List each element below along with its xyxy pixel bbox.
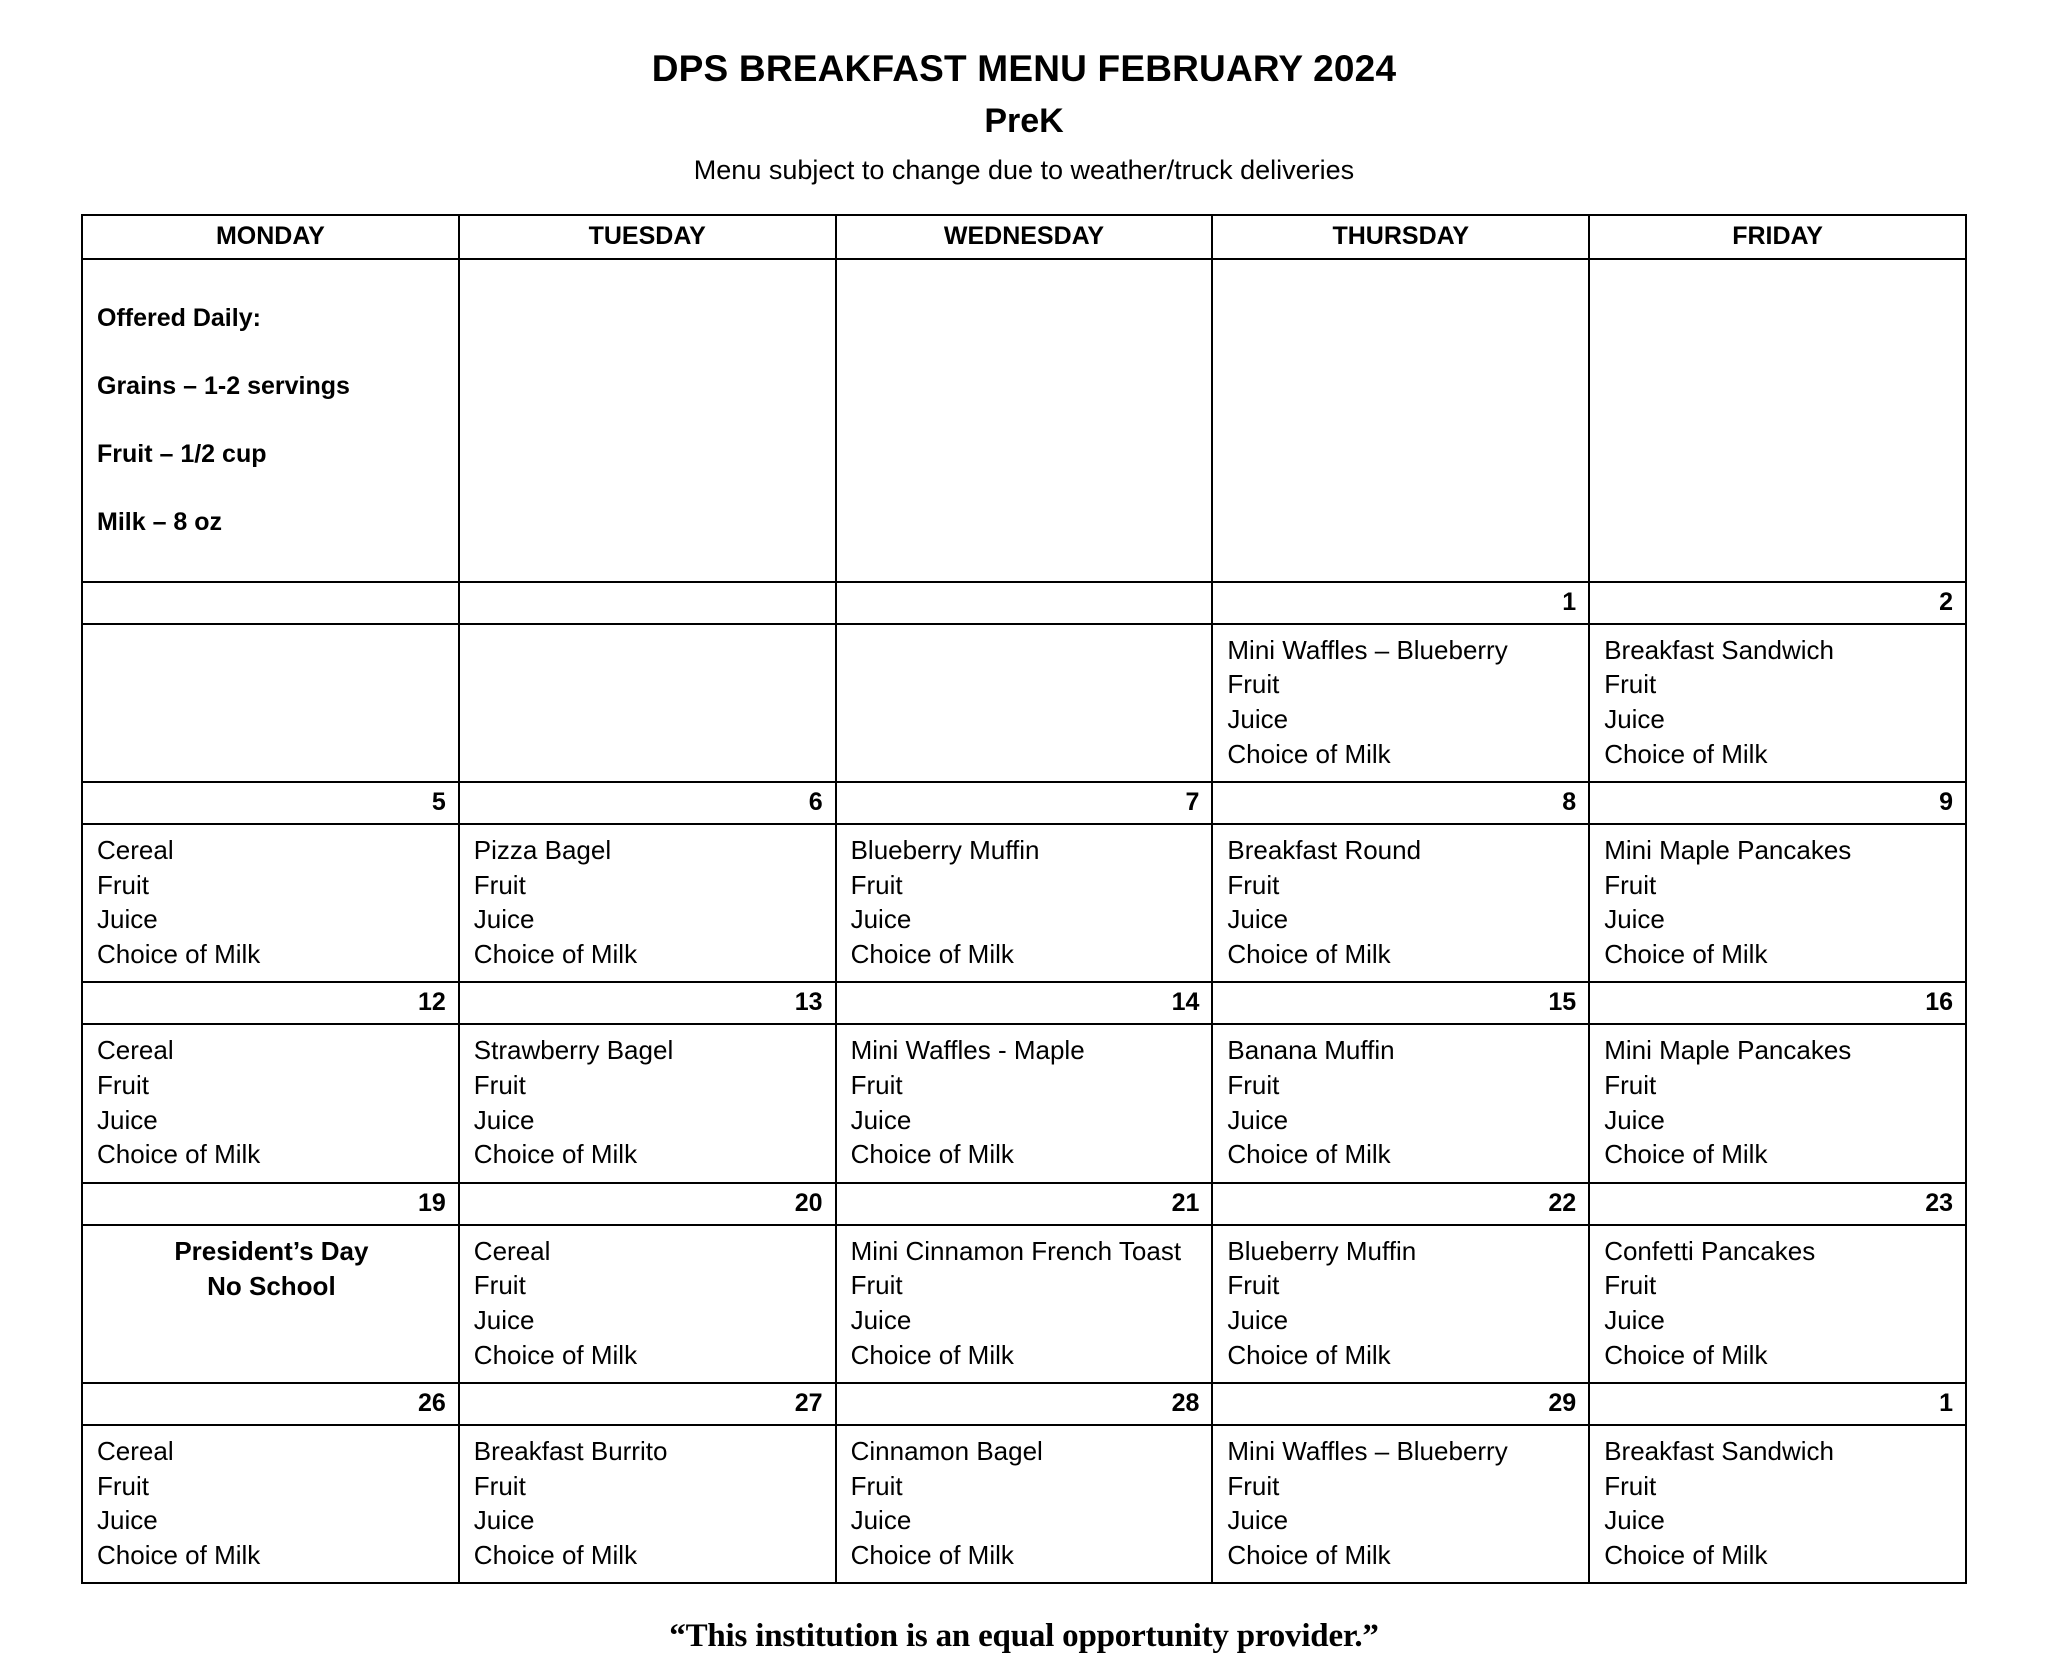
menu-entree: Blueberry Muffin [850,835,1040,866]
date-number-cell: 1 [1212,582,1589,624]
menu-entree: Confetti Pancakes [1604,1235,1816,1266]
date-number-cell: 9 [1589,782,1966,824]
menu-entree: Cereal [473,1235,551,1266]
menu-item-list [1227,833,1576,971]
date-number-cell: 5 [82,782,459,824]
menu-item-list [474,1434,823,1572]
date-number-cell [836,582,1213,624]
menu-component: Choice of Milk [1227,1139,1391,1170]
menu-component: Juice [1227,1304,1289,1335]
menu-component: Choice of Milk [850,1139,1014,1170]
menu-item-list [1227,1434,1576,1572]
menu-day-cell [82,1024,459,1182]
menu-component: Fruit [1227,1270,1280,1301]
menu-component: Juice [473,1304,535,1335]
date-number-cell: 27 [459,1383,836,1425]
date-number-cell: 21 [836,1183,1213,1225]
week-menu-row [82,1024,1966,1182]
empty-day-cell [836,624,1213,782]
menu-component: Choice of Milk [1604,938,1768,969]
menu-day-cell [82,1425,459,1583]
menu-item-list [474,1234,823,1372]
column-header-friday: FRIDAY [1589,215,1966,259]
date-number-cell: 23 [1589,1183,1966,1225]
calendar-container [81,214,1967,1585]
menu-component: Juice [850,904,912,935]
menu-item-list [1604,1033,1953,1171]
menu-component: Juice [1604,1304,1665,1335]
date-number-cell: 14 [836,982,1213,1024]
menu-component: Juice [1227,704,1289,734]
menu-component: Fruit [850,869,903,900]
menu-item-list [851,833,1200,971]
document-header [0,0,2048,188]
menu-day-cell [1589,1425,1966,1583]
menu-component: Choice of Milk [473,1339,638,1370]
menu-entree: Breakfast Round [1227,835,1422,866]
date-number-cell: 15 [1212,982,1589,1024]
menu-component: Fruit [473,1070,526,1101]
menu-item-list [851,1434,1200,1572]
menu-component: Juice [1604,1104,1665,1135]
menu-component: Choice of Milk [1604,1339,1768,1370]
offered-daily-empty-cell [1212,259,1589,582]
menu-entree: Breakfast Sandwich [1604,634,1834,665]
menu-item-list [851,1033,1200,1171]
menu-component: Fruit [1604,1270,1657,1301]
menu-component: Juice [97,904,158,935]
menu-day-cell [836,1425,1213,1583]
date-number-cell: 28 [836,1383,1213,1425]
menu-item-list [474,833,823,971]
offered-daily-empty-cell [1589,259,1966,582]
menu-component: Fruit [1227,869,1280,900]
menu-item-list [851,1234,1200,1372]
menu-day-cell [1212,1225,1589,1383]
offered-daily-empty-cell [836,259,1213,582]
menu-component: Fruit [850,1070,903,1101]
menu-component: Choice of Milk [473,1139,638,1170]
menu-item-list [1604,833,1953,971]
day-of-week-header-row [82,215,1966,259]
menu-item-list [1227,633,1576,771]
menu-day-cell [1212,1024,1589,1182]
week-menu-row [82,824,1966,982]
menu-component: Choice of Milk [1604,1539,1768,1570]
menu-component: Choice of Milk [473,938,638,969]
column-header-tuesday: TUESDAY [459,215,836,259]
week-menu-row [82,1225,1966,1383]
menu-component: Choice of Milk [1227,1339,1391,1370]
menu-component: Choice of Milk [1227,938,1391,969]
menu-entree: Banana Muffin [1227,1035,1395,1066]
menu-day-cell [1212,1425,1589,1583]
week-menu-row [82,624,1966,782]
menu-entree: Mini Waffles – Blueberry [1227,634,1508,665]
menu-component: Choice of Milk [1227,1539,1391,1570]
menu-component: Juice [1604,704,1665,734]
menu-entree: Mini Cinnamon French Toast [850,1235,1182,1266]
menu-entree: Blueberry Muffin [1227,1235,1417,1266]
offered-daily-empty-cell [459,259,836,582]
menu-calendar-table [81,214,1967,1585]
column-header-thursday: THURSDAY [1212,215,1589,259]
week-date-row [82,782,1966,824]
menu-item-list [1227,1033,1576,1171]
calendar-body [82,259,1966,1584]
menu-component: Fruit [97,1070,149,1101]
offered-daily-cell [82,259,459,582]
menu-component: Choice of Milk [97,938,261,969]
grade-level-subtitle: PreK [984,102,1064,141]
menu-component: Fruit [1604,1470,1657,1501]
menu-component: Choice of Milk [1227,738,1391,769]
date-number-cell: 29 [1212,1383,1589,1425]
menu-component: Juice [473,1104,535,1135]
menu-day-cell [836,1024,1213,1182]
menu-entree: Cereal [97,835,174,866]
date-number-cell: 12 [82,982,459,1024]
menu-item-list [1604,1434,1953,1572]
menu-component: Choice of Milk [850,938,1014,969]
offered-daily-grains: Grains – 1-2 servings [97,371,350,400]
menu-component: Juice [1227,904,1289,935]
menu-component: Fruit [850,1270,903,1301]
menu-day-cell [82,824,459,982]
date-number-cell: 16 [1589,982,1966,1024]
week-date-row [82,582,1966,624]
menu-item-list [474,1033,823,1171]
menu-component: Fruit [97,1470,149,1501]
menu-entree: Mini Waffles - Maple [850,1035,1085,1066]
menu-component: Juice [1227,1104,1289,1135]
menu-entree: Breakfast Sandwich [1604,1436,1834,1467]
menu-component: Fruit [1227,1070,1280,1101]
equal-opportunity-statement: “This institution is an equal opportunity provider.” [669,1618,1379,1655]
week-date-row [82,1183,1966,1225]
date-number-cell: 7 [836,782,1213,824]
holiday-line: President’s Day [174,1235,369,1266]
menu-day-cell [459,1425,836,1583]
menu-component: Juice [1227,1505,1289,1536]
menu-component: Juice [473,1505,535,1536]
menu-component: Fruit [473,869,526,900]
date-number-cell: 8 [1212,782,1589,824]
menu-component: Choice of Milk [97,1139,261,1170]
menu-day-cell [1589,624,1966,782]
menu-component: Choice of Milk [850,1539,1014,1570]
holiday-line: No School [207,1270,336,1301]
menu-day-cell [1212,624,1589,782]
column-header-wednesday: WEDNESDAY [836,215,1213,259]
menu-entree: Mini Waffles – Blueberry [1227,1436,1508,1467]
menu-component: Choice of Milk [1604,738,1768,769]
date-number-cell: 19 [82,1183,459,1225]
menu-item-list [1604,633,1953,771]
date-number-cell: 26 [82,1383,459,1425]
menu-component: Juice [1604,904,1665,935]
menu-component: Fruit [97,869,149,900]
date-number-cell: 20 [459,1183,836,1225]
date-number-cell: 22 [1212,1183,1589,1225]
menu-item-list [1604,1234,1953,1372]
date-number-cell: 6 [459,782,836,824]
menu-day-cell [836,824,1213,982]
menu-entree: Cereal [97,1035,174,1066]
menu-component: Fruit [850,1470,903,1501]
menu-component: Juice [850,1505,912,1536]
menu-component: Juice [97,1505,158,1536]
menu-entree: Pizza Bagel [473,835,612,866]
menu-component: Choice of Milk [850,1339,1014,1370]
menu-day-cell [459,1024,836,1182]
menu-component: Juice [850,1304,912,1335]
offered-daily-fruit: Fruit – 1/2 cup [97,439,267,468]
holiday-notice [97,1234,446,1304]
menu-entree: Breakfast Burrito [473,1436,668,1467]
menu-component: Fruit [1227,1470,1280,1501]
menu-day-cell [1212,824,1589,982]
menu-day-cell [1589,824,1966,982]
menu-component: Choice of Milk [97,1539,261,1570]
menu-component: Fruit [1227,669,1280,700]
empty-day-cell [459,624,836,782]
week-date-row [82,1383,1966,1425]
menu-entree: Cereal [97,1436,174,1467]
menu-day-cell [836,1225,1213,1383]
menu-day-cell [1589,1024,1966,1182]
offered-daily-row [82,259,1966,582]
menu-day-cell [459,824,836,982]
menu-item-list [1227,1234,1576,1372]
menu-component: Fruit [473,1270,526,1301]
menu-component: Juice [1604,1505,1665,1536]
menu-entree: Mini Maple Pancakes [1604,835,1852,866]
menu-day-cell [1589,1225,1966,1383]
date-number-cell [459,582,836,624]
menu-component: Fruit [1604,869,1657,900]
offered-daily-heading: Offered Daily: [97,303,261,332]
offered-daily-list [97,267,446,573]
offered-daily-milk: Milk – 8 oz [97,507,223,536]
menu-day-cell [459,1225,836,1383]
menu-entree: Strawberry Bagel [473,1035,674,1066]
menu-component: Juice [97,1104,158,1135]
week-menu-row [82,1425,1966,1583]
menu-component: Fruit [1604,1070,1657,1101]
menu-component: Juice [473,904,535,935]
holiday-cell [82,1225,459,1383]
date-number-cell: 2 [1589,582,1966,624]
menu-entree: Mini Maple Pancakes [1604,1035,1852,1066]
menu-item-list [97,833,446,971]
date-number-cell: 13 [459,982,836,1024]
menu-component: Choice of Milk [473,1539,638,1570]
menu-item-list [97,1434,446,1572]
menu-entree: Cinnamon Bagel [850,1436,1043,1467]
date-number-cell: 1 [1589,1383,1966,1425]
menu-component: Juice [850,1104,912,1135]
document-footer [0,1618,2048,1655]
menu-item-list [97,1033,446,1171]
week-date-row [82,982,1966,1024]
menu-disclaimer-note: Menu subject to change due to weather/truck deliveries [693,154,1355,185]
empty-day-cell [82,624,459,782]
menu-component: Choice of Milk [1604,1139,1768,1170]
date-number-cell [82,582,459,624]
menu-component: Fruit [473,1470,526,1501]
column-header-monday: MONDAY [82,215,459,259]
menu-component: Fruit [1604,669,1657,700]
page-title: DPS BREAKFAST MENU FEBRUARY 2024 [651,48,1397,89]
